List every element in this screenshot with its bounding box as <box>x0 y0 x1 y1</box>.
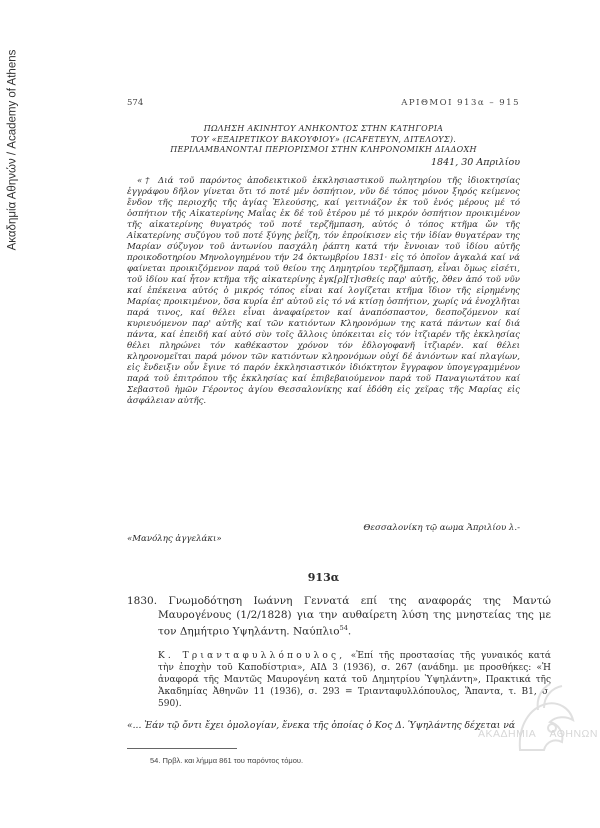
watermark-text <box>478 728 598 740</box>
watermark-right: ΑΘΗΝΩΝ <box>549 728 598 740</box>
reference-text: «Ἐπί τῆς προστασίας τῆς γυναικός κατά τὴν ἐποχὴν τοῦ Καποδίστρια», ΑΙΔ 3 (1936), σ. 267 (ανάδημ. με προσθήκες: «Ἡ ἀναφορά τῆς Μαντῶς Μαυρογένη κατά τοῦ Δημητρίου Ὑψηλάντη», Πρακτικά τῆς Ἀκαδημίας Ἀθηνῶν 11 (1936), σ. 293 = Τριανταφυλλόπουλος, Ἅπαντα, τ. Β1, σ. 590). <box>158 651 551 709</box>
academy-watermark-logo <box>478 680 598 790</box>
reference-author: Κ. Τριανταφυλλόπουλος, <box>158 651 346 661</box>
entry-text: Γνωμοδότηση Ιωάννη Γεννατά επί της αναφοράς της Μαντώ Μαυρογένους (1/2/1828) για την αυθαίρετη λύση της μνηστείας της με τον Δημήτριο Υψηλάντη. Ναύπλιο <box>158 595 551 638</box>
footnote: 54. Πρβλ. και λήμμα 861 του παρόντος τόμου. <box>150 756 304 765</box>
section-title-line-3: ΠΕΡΙΛΑΜΒΑΝΟΝΤΑΙ ΠΕΡΙΟΡΙΣΜΟΙ ΣΤΗΝ ΚΛΗΡΟΝΟΜΙΚΗ ΔΙΑΔΟΧΗ <box>170 145 477 154</box>
closing-block <box>127 523 520 545</box>
watermark-left: ΑΚΑΔΗΜΙΑ <box>478 728 537 740</box>
footnote-ref[interactable]: 54 <box>339 624 348 632</box>
running-title: ΑΡΙΘΜΟΙ 913α – 915 <box>401 98 520 108</box>
entry-1830 <box>127 595 551 639</box>
page-number: 574 <box>127 98 144 108</box>
section-title-line-1: ΠΩΛΗΣΗ ΑΚΙΝΗΤΟΥ ΑΝΗΚΟΝΤΟΣ ΣΤΗΝ ΚΑΤΗΓΟΡΙΑ <box>203 124 444 133</box>
quote-start: «... Ἐάν τῷ ὄντι ἔχει ὁμολογίαν, ἕνεκα τῆς ὁποίας ὁ Κος Δ. Ὑψηλάντης δέχεται νά <box>127 720 516 731</box>
side-label <box>4 20 20 280</box>
side-label-text: Ακαδημία Αθηνών / Academy of Athens <box>6 49 19 251</box>
page-header <box>127 98 520 108</box>
document-body: «† Διά τοῦ παρόντος ἀποδεικτικοῦ ἐκκλησιαστικοῦ πωλητηρίου τῆς ἰδιοκτησίας ἐγγράφου δῆλον γίνεται ὅτι τό ποτέ μέν ὀσπήτιον, νῦν δέ τόπος μόνον ξηρός κείμενος ἔνδον τῆς περιοχῆς τῆς ἁγίας Ἐλεούσης, καί γειτνιάζον ἐκ τοῦ ἑνός μέρους μέ τό ὀσπήτιον τῆς Αἰκατερίνης Μαΐας ἐκ δέ τοῦ ἑτέρου μέ τό μικρόν ὀσπήτιον προικιμένον τῆς αἰκατερίνης θυγατρός τοῦ ποτέ τερζῆμπαση, αὐτός ὁ τόπος κτῆμα ὤν τῆς Αἰκατερίνης συζύγου τοῦ ποτέ ξύγης ῥεΐζη, τόν ἐπροίκισεν εἰς τήν ἰδίαν θυγατέραν της Μαρίαν σύζυγον τοῦ ἀντωνίου πασχάλη ῥάπτη κατά τήν ἔννοιαν τοῦ ἰδίου αὐτῆς προικοδοτηρίου Μηνολογημένου τήν 24 ὀκτωμβρίου 1831· εἰς τό ὁποῖον ἀγκαλά καί νά φαίνεται προικιζόμενον παρά τοῦ θείου της Δημητρίου τερζῆμπαση, εἶναι ὅμως εἰσέτι, τοῦ ἰδίου καί ἦτον κτῆμα τῆς αἰκατερίνης ἐγκ[ρ][τ]ισθείς παρ' αὐτῆς, ὅθεν ἀπό τοῦ νῦν καί ἐπέκεινα αὐτός ὁ μικρός τόπος εἶναι καί λογίζεται κτῆμα ἴδιον τῆς εἰρημένης Μαρίας προικιμένον, ὅσα κυρία ἐπ' αὐτοῦ εἰς τό νά κτίσῃ ὀσπήτιον, χωρίς νά ἐνοχλῆται παρά τινος, καί θέλει εἶναι ἀναφαίρετον καί ἀναπόσπαστον, δεσποζόμενον καί κυριευόμενον παρ' αὐτῆς καί τῶν κατιόντων Κληρονόμων της κατά πάντων καί διά πάντα, καί ἐπειδή καί αὐτό σὺν τοῖς ἄλλοις ὑπόκειται εἰς τόν ἰτζιαρέν τῆς ἐκκλησίας θέλει πληρώνει τόν καθέκαστον χρόνον τόν ἐδλογοφανῆ ἰτζιαρέν. καί θέλει κληρονομεῖται παρά μόνον τῶν κατιόντων κληρονόμων οὐχί δέ ἀνιόντων καί πλαγίων, εἰς ἔνδειξιν οὖν ἔγινε τό παρόν ἐκκλησιαστικόν ἰδιόκτητον ἔγγραφον ὑπογεγραμμένον παρά τοῦ ἐπιτρόπου τῆς ἐκκλησίας καί ἐπιβεβαιούμενον παρά τοῦ Παναγιωτάτου καί Σεβαστοῦ ἡμῶν Γέροντος ἁγίου Θεσσαλονίκης καί ἐδόθη εἰς χεῖρας τῆς Μαρίας εἰς ἀσφάλειαν αὐτῆς. <box>127 176 520 406</box>
entry-text-end: . <box>347 625 352 638</box>
footnote-divider <box>127 748 237 749</box>
dateline: 1841, 30 Απριλίου <box>431 157 520 168</box>
closing-signature: «Μανόλης ἀγγελάκι» <box>127 534 222 544</box>
entry-number: 1830. <box>127 595 158 607</box>
closing-place-date: Θεσσαλονίκη τῷ αωμα Ἀπριλίου λ.- <box>363 523 520 533</box>
section-number: 913α <box>307 571 340 584</box>
section-title <box>127 124 520 156</box>
section-title-line-2: ΤΟΥ «ΕΞΑΙΡΕΤΙΚΟΥ ΒΑΚΟΥΦΙΟΥ» (ICAFETEYN, ΔΙΤΕΛΟΥΣ). <box>190 134 457 144</box>
